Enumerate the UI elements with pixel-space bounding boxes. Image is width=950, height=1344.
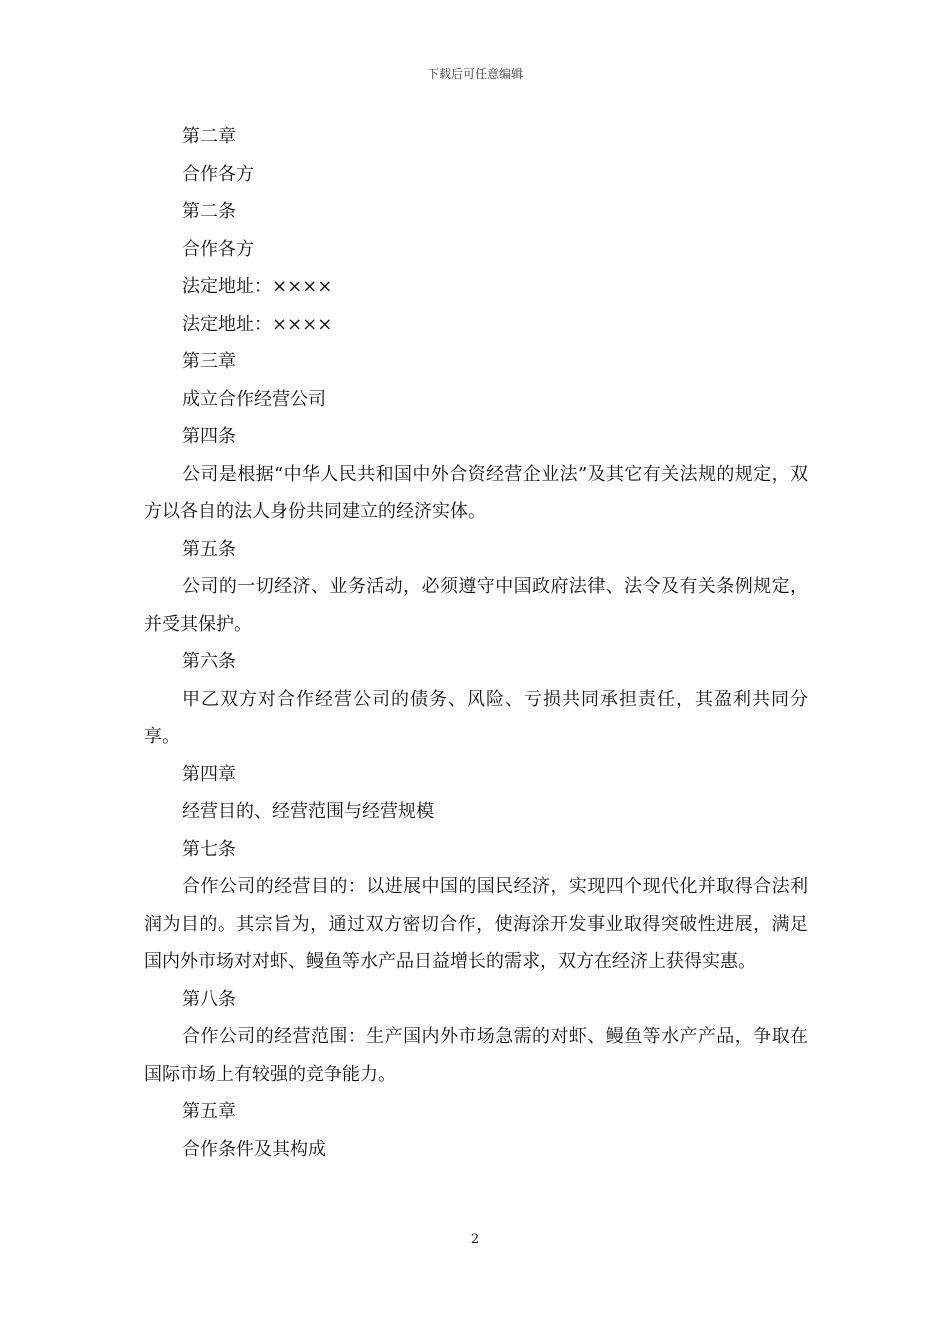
chapter-title: 成立合作经营公司 <box>182 388 326 410</box>
chapter-title: 合作条件及其构成 <box>182 1138 326 1160</box>
address-line: 法定地址：×××× <box>182 313 333 335</box>
page-header: 下载后可任意编辑 <box>426 67 523 81</box>
document-body <box>144 118 808 1168</box>
page-number: 2 <box>470 1232 480 1247</box>
article-heading: 第五条 <box>182 538 236 560</box>
article-heading: 第六条 <box>182 651 236 672</box>
article-paragraph: 合作公司的经营范围：生产国内外市场急需的对虾、鳗鱼等水产产品，争取在国际市场上有较强的竞争能力。 <box>144 1026 808 1085</box>
article-heading: 第二条 <box>182 201 236 222</box>
article-paragraph: 公司是根据“中华人民共和国中外合资经营企业法”及其它有关法规的规定，双方以各自的法人身份共同建立的经济实体。 <box>144 463 808 522</box>
address-line: 法定地址：×××× <box>182 276 333 297</box>
article-heading: 第八条 <box>182 988 236 1010</box>
chapter-heading: 第五章 <box>182 1101 236 1122</box>
chapter-title: 经营目的、经营范围与经营规模 <box>182 801 434 822</box>
article-heading: 第七条 <box>182 838 236 860</box>
article-paragraph: 甲乙双方对合作经营公司的债务、风险、亏损共同承担责任，其盈利共同分享。 <box>144 688 808 747</box>
article-paragraph: 公司的一切经济、业务活动，必须遵守中国政府法律、法令及有关条例规定，并受其保护。 <box>144 576 808 635</box>
article-title: 合作各方 <box>182 238 254 260</box>
article-heading: 第四条 <box>182 426 236 447</box>
chapter-heading: 第二章 <box>182 126 236 147</box>
chapter-title: 合作各方 <box>182 163 254 185</box>
chapter-heading: 第四章 <box>182 763 236 785</box>
chapter-heading: 第三章 <box>182 351 236 372</box>
article-paragraph: 合作公司的经营目的：以进展中国的国民经济，实现四个现代化并取得合法利润为目的。其宗旨为，通过双方密切合作，使海涂开发事业取得突破性进展，满足国内外市场对对虾、鳗鱼等水产品日益增长的需求，双方在经济上获得实惠。 <box>144 876 808 972</box>
